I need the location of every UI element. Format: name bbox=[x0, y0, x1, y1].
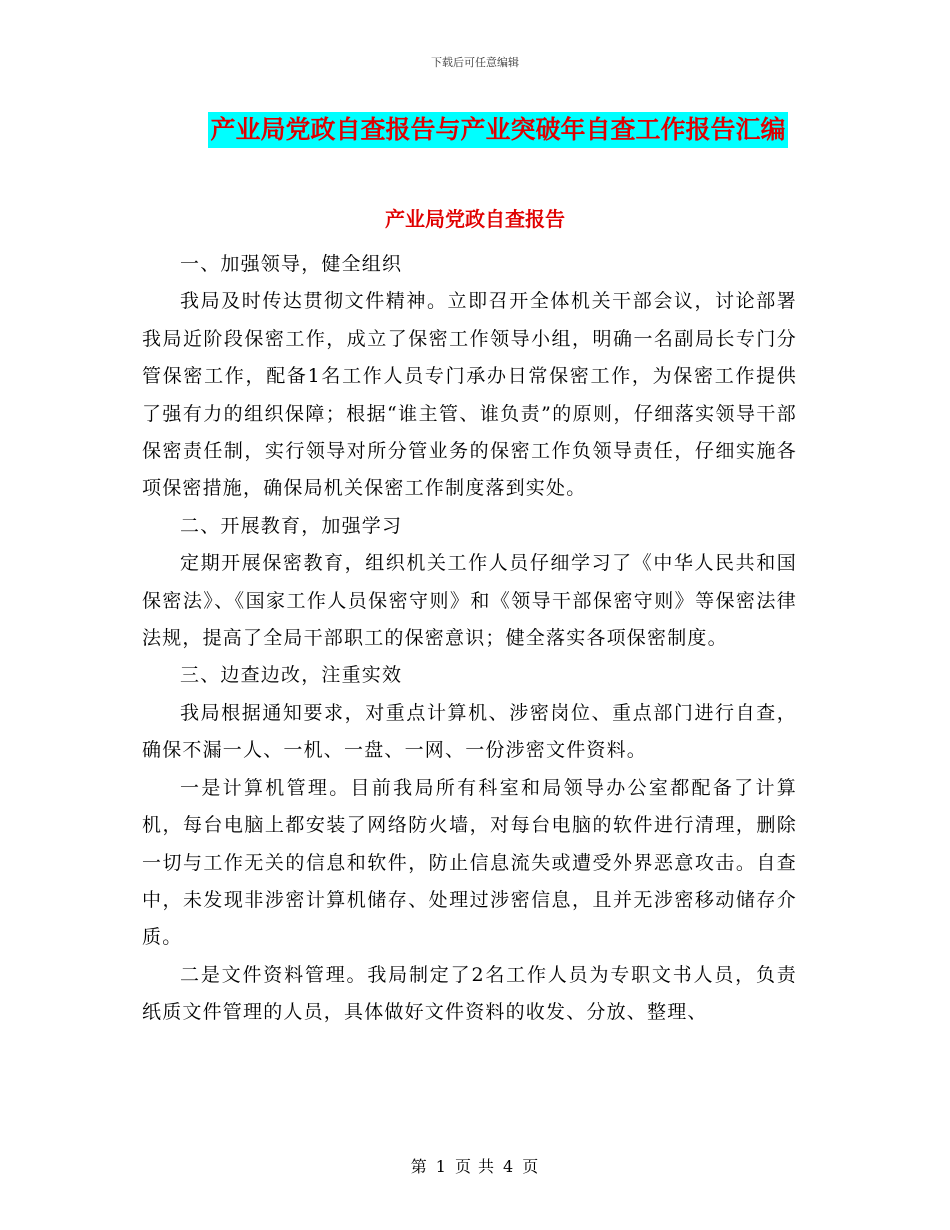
page-label-suffix: 页 bbox=[522, 1157, 540, 1176]
heading-strengthen-leadership: 一、加强领导，健全组织 bbox=[180, 253, 403, 275]
document-title-wrapper bbox=[0, 112, 950, 148]
section-title: 产业局党政自查报告 bbox=[385, 207, 565, 231]
paragraph: 我局根据通知要求，对重点计算机、涉密岗位、重点部门进行自查，确保不漏一人、一机、一盘、一网、一份涉密文件资料。 bbox=[142, 701, 797, 762]
total-pages: 4 bbox=[503, 1157, 515, 1176]
download-note: 下载后可任意编辑 bbox=[431, 56, 519, 69]
heading-inspection: 三、边查边改，注重实效 bbox=[180, 664, 403, 687]
page-label-mid: 页 共 bbox=[454, 1157, 496, 1176]
paragraph: 二是文件资料管理。我局制定了2名工作人员为专职文书人员，负责纸质文件管理的人员，具体做好文件资料的收发、分放、整理、 bbox=[142, 963, 797, 1024]
page-footer bbox=[0, 1154, 950, 1177]
page-label-prefix: 第 bbox=[410, 1157, 428, 1176]
paragraph: 我局及时传达贯彻文件精神。立即召开全体机关干部会议，讨论部署我局近阶段保密工作，成立了保密工作领导小组，明确一名副局长专门分管保密工作，配备1名工作人员专门承办日常保密工作，为保密工作提供了强有力的组织保障；根据“谁主管、谁负责”的原则，仔细落实领导干部保密责任制，实行领导对所分管业务的保密工作负领导责任，仔细实施各项保密措施，确保局机关保密工作制度落到实处。 bbox=[142, 290, 797, 500]
page-number: 1 bbox=[435, 1157, 447, 1176]
paragraph: 定期开展保密教育，组织机关工作人员仔细学习了《中华人民共和国保密法》、《国家工作人员保密守则》和《领导干部保密守则》等保密法律法规，提高了全局干部职工的保密意识；健全落实各项保密制度。 bbox=[142, 552, 797, 650]
paragraph: 一是计算机管理。目前我局所有科室和局领导办公室都配备了计算机，每台电脑上都安装了网络防火墙，对每台电脑的软件进行清理，删除一切与工作无关的信息和软件，防止信息流失或遭受外界恶意攻击。自查中，未发现非涉密计算机储存、处理过涉密信息，且并无涉密移动储存介质。 bbox=[142, 776, 797, 949]
document-body bbox=[142, 246, 797, 1032]
heading-education: 二、开展教育，加强学习 bbox=[180, 514, 403, 537]
document-title: 产业局党政自查报告与产业突破年自查工作报告汇编 bbox=[208, 112, 787, 148]
